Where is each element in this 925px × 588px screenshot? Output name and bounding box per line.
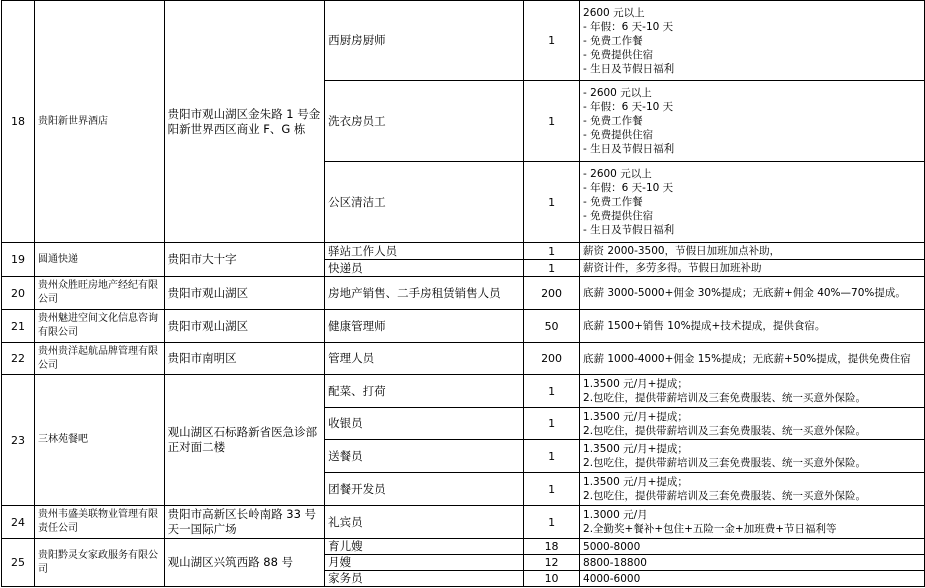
benefit-line: - 年假：6 天-10 天 — [583, 20, 674, 33]
job-count: 1 — [524, 260, 580, 277]
benefit-line: - 免费工作餐 — [583, 34, 643, 47]
job-count: 1 — [524, 375, 580, 408]
job-title: 健康管理师 — [325, 310, 524, 343]
benefit-line: 薪资 2000-3500，节假日加班加点补助， — [583, 245, 781, 257]
table-row — [2, 310, 925, 343]
job-count: 18 — [524, 539, 580, 555]
benefit-line: - 免费提供住宿 — [583, 129, 654, 141]
job-benefits — [580, 260, 925, 277]
job-count: 1 — [524, 81, 580, 162]
row-number: 18 — [2, 1, 35, 243]
job-title: 西厨房厨师 — [325, 1, 524, 81]
company-address: 贵阳市高新区长岭南路 33 号天一国际广场 — [164, 506, 325, 539]
table-row — [2, 1, 925, 81]
company-name: 贵州魅进空间文化信息咨询有限公司 — [34, 310, 164, 343]
job-title: 团餐开发员 — [325, 473, 524, 506]
job-title: 洗衣房员工 — [325, 81, 524, 162]
job-count: 200 — [524, 277, 580, 310]
benefit-line: - 免费提供住宿 — [583, 48, 654, 61]
job-count: 10 — [524, 571, 580, 587]
job-benefits — [580, 408, 925, 440]
benefit-line: 8800-18800 — [583, 556, 647, 569]
job-benefits — [580, 539, 925, 555]
benefit-line: - 生日及节假日福利 — [583, 143, 675, 155]
job-title: 礼宾员 — [325, 506, 524, 539]
company-address: 贵阳市大十字 — [164, 243, 325, 277]
company-name: 贵州韦盛美联物业管理有限责任公司 — [34, 506, 164, 539]
benefit-line: 2.包吃住，提供带薪培训及三套免费服装、统一买意外保险。 — [583, 392, 867, 404]
job-count: 1 — [524, 408, 580, 440]
company-address: 观山湖区兴筑西路 88 号 — [164, 539, 325, 587]
company-address: 贵阳市观山湖区 — [164, 277, 325, 310]
company-address: 贵阳市观山湖区 — [164, 310, 325, 343]
benefit-line: 2.包吃住，提供带薪培训及三套免费服装、统一买意外保险。 — [583, 490, 867, 502]
row-number: 21 — [2, 310, 35, 343]
benefit-line: 薪资计件，多劳多得。节假日加班补助 — [583, 262, 762, 274]
job-count: 1 — [524, 506, 580, 539]
job-title: 家务员 — [325, 571, 524, 587]
job-count: 12 — [524, 555, 580, 571]
company-address: 贵阳市观山湖区金朱路 1 号金阳新世界西区商业 F、G 栋 — [164, 1, 325, 243]
job-benefits — [580, 375, 925, 408]
job-title: 育儿嫂 — [325, 539, 524, 555]
job-benefits — [580, 277, 925, 310]
job-benefits — [580, 555, 925, 571]
benefit-line: - 生日及节假日福利 — [583, 62, 675, 75]
job-count: 1 — [524, 162, 580, 243]
company-name: 圆通快递 — [34, 243, 164, 277]
job-count: 50 — [524, 310, 580, 343]
benefit-line: 4000-6000 — [583, 572, 641, 585]
job-count: 1 — [524, 1, 580, 81]
benefit-line: - 生日及节假日福利 — [583, 224, 675, 236]
job-count: 200 — [524, 343, 580, 375]
job-benefits — [580, 1, 925, 81]
benefit-line: - 免费工作餐 — [583, 115, 643, 127]
table-row — [2, 343, 925, 375]
job-benefits — [580, 571, 925, 587]
job-benefits — [580, 243, 925, 260]
benefit-line: 2600 元以上 — [583, 6, 645, 19]
benefit-line: - 免费工作餐 — [583, 196, 643, 208]
company-name: 贵阳新世界酒店 — [34, 1, 164, 243]
table-row — [2, 506, 925, 539]
row-number: 23 — [2, 375, 35, 506]
job-count: 1 — [524, 440, 580, 473]
job-benefits — [580, 440, 925, 473]
job-benefits — [580, 81, 925, 162]
row-number: 25 — [2, 539, 35, 587]
job-title: 月嫂 — [325, 555, 524, 571]
company-address: 贵阳市南明区 — [164, 343, 325, 375]
job-title: 配菜、打荷 — [325, 375, 524, 408]
benefit-line: 1.3500 元/月+提成； — [583, 410, 688, 423]
benefit-line: 5000-8000 — [583, 540, 641, 553]
job-benefits — [580, 506, 925, 539]
table-row — [2, 375, 925, 408]
benefit-line: 1.3500 元/月+提成； — [583, 378, 688, 390]
benefit-line: 1.3000 元/月 — [583, 509, 648, 521]
job-count: 1 — [524, 243, 580, 260]
benefit-line: - 2600 元以上 — [583, 168, 652, 180]
job-table — [1, 0, 925, 587]
job-title: 收银员 — [325, 408, 524, 440]
table-row — [2, 539, 925, 555]
job-title: 驿站工作人员 — [325, 243, 524, 260]
row-number: 20 — [2, 277, 35, 310]
row-number: 19 — [2, 243, 35, 277]
job-benefits: 底薪 1000-4000+佣金 15%提成；无底薪+50%提成，提供免费住宿 — [580, 343, 925, 375]
job-benefits — [580, 310, 925, 343]
benefit-line: 1.3500 元/月+提成； — [583, 476, 688, 488]
company-name: 贵州众胜旺房地产经纪有限公司 — [34, 277, 164, 310]
benefit-line: - 2600 元以上 — [583, 87, 652, 99]
job-title: 公区清洁工 — [325, 162, 524, 243]
table-row — [2, 243, 925, 260]
job-title: 管理人员 — [325, 343, 524, 375]
row-number: 24 — [2, 506, 35, 539]
benefit-line: - 年假：6 天-10 天 — [583, 101, 674, 113]
row-number: 22 — [2, 343, 35, 375]
benefit-line: 底薪 3000-5000+佣金 30%提成；无底薪+佣金 40%—70%提成。 — [583, 287, 906, 299]
benefit-line: - 年假：6 天-10 天 — [583, 182, 674, 194]
benefit-line: 2.包吃住，提供带薪培训及三套免费服装、统一买意外保险。 — [583, 457, 867, 469]
benefit-line: 2.全勤奖+餐补+包住+五险一金+加班费+节日福利等 — [583, 523, 837, 535]
benefit-line: - 免费提供住宿 — [583, 210, 654, 222]
benefit-line: 1.3500 元/月+提成； — [583, 443, 688, 455]
job-title: 快递员 — [325, 260, 524, 277]
job-count: 1 — [524, 473, 580, 506]
table-row — [2, 277, 925, 310]
company-name: 贵州贵洋起航品牌管理有限公司 — [34, 343, 164, 375]
job-benefits — [580, 162, 925, 243]
company-name: 贵阳黔灵女家政服务有限公司 — [34, 539, 164, 587]
job-benefits — [580, 473, 925, 506]
job-title: 送餐员 — [325, 440, 524, 473]
company-name: 三林苑餐吧 — [34, 375, 164, 506]
company-address: 观山湖区石标路新省医急诊部正对面二楼 — [164, 375, 325, 506]
benefit-line: 底薪 1500+销售 10%提成+技术提成，提供食宿。 — [583, 320, 826, 332]
benefit-line: 2.包吃住，提供带薪培训及三套免费服装、统一买意外保险。 — [583, 424, 867, 437]
job-title: 房地产销售、二手房租赁销售人员 — [325, 277, 524, 310]
